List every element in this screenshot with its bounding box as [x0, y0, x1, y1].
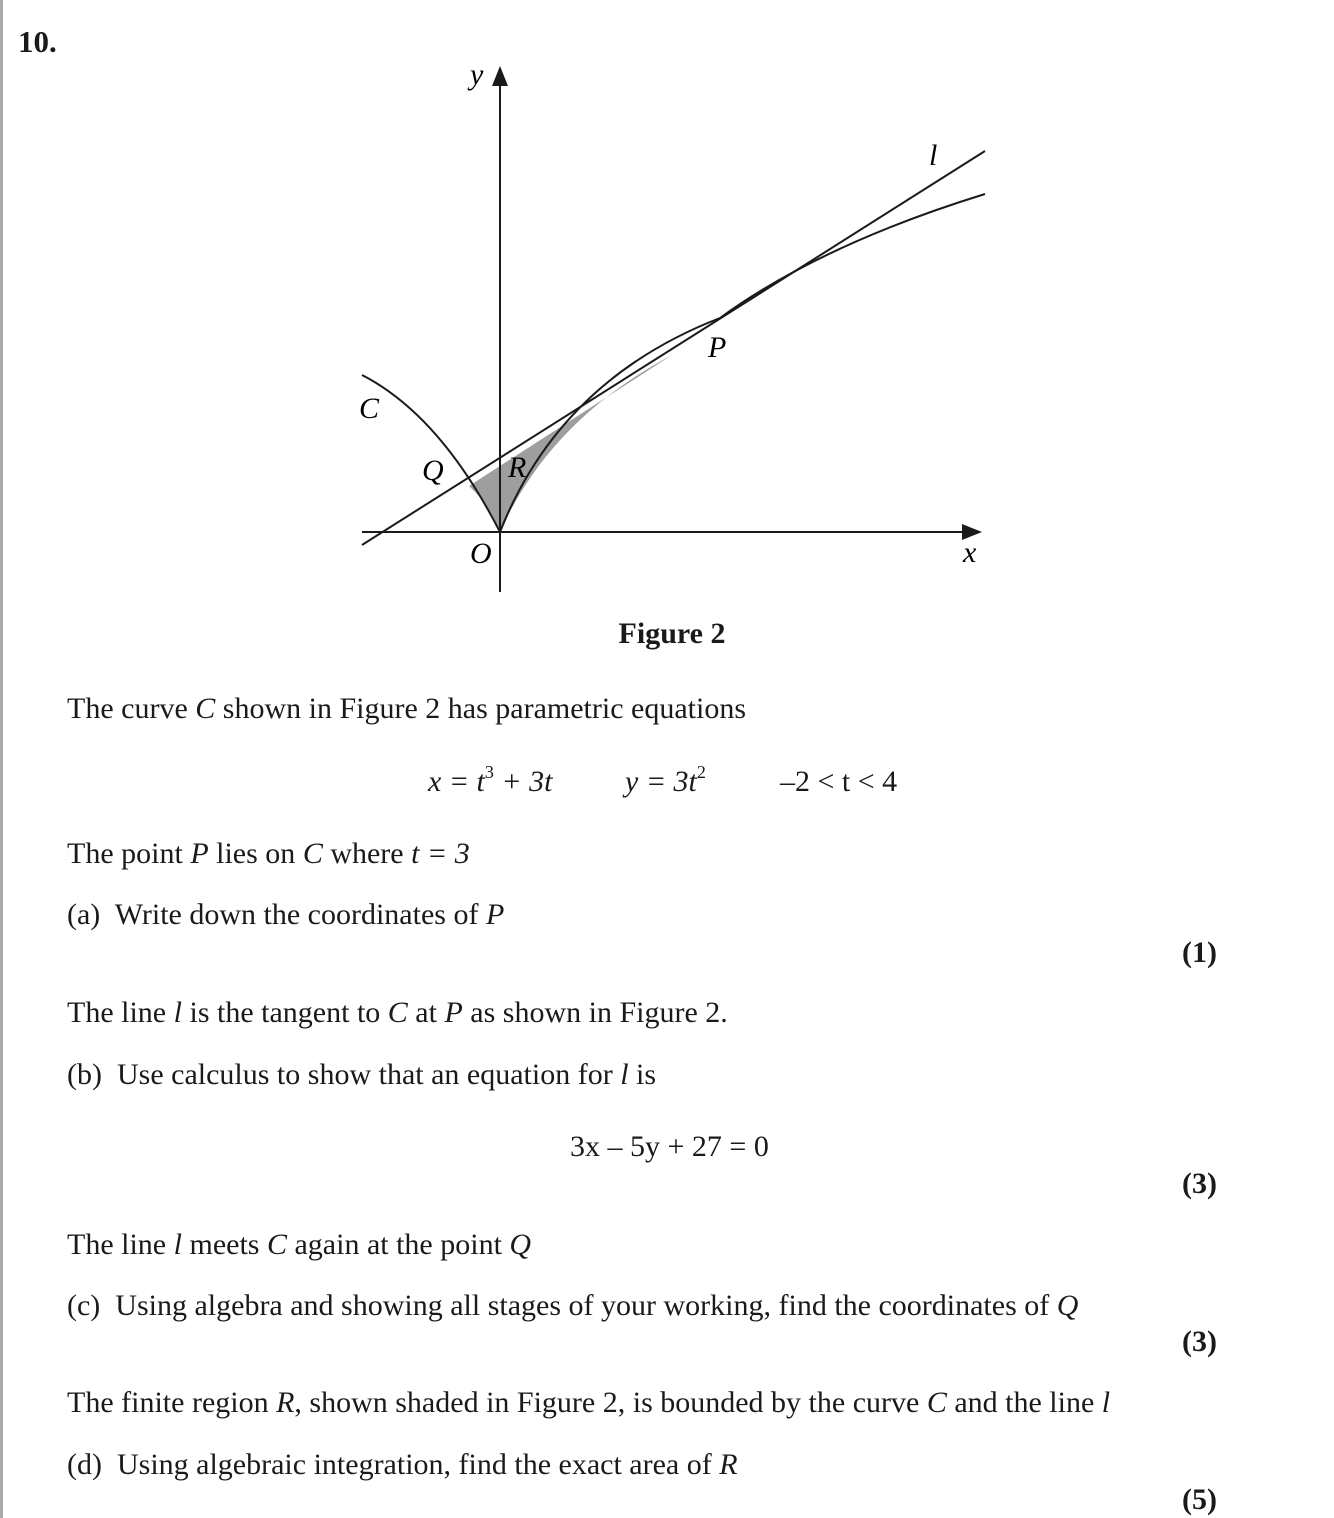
part-d: (d) Using algebraic integration, find the exact area of R [67, 1448, 738, 1481]
figure-caption: Figure 2 [618, 617, 726, 650]
intro-text: The curve C shown in Figure 2 has parametric equations [67, 692, 746, 725]
point-label-p: P [708, 331, 727, 364]
tangent-equation: 3x – 5y + 27 = 0 [570, 1130, 769, 1163]
point-p-text: The point P lies on C where t = 3 [67, 837, 470, 870]
equation-y: $y = 3t^2$ [625, 762, 706, 798]
part-b: (b) Use calculus to show that an equation for l is [67, 1058, 657, 1091]
region-label-r: R [508, 451, 527, 484]
equation-x: $x = t^3 + 3t$ [428, 762, 553, 798]
part-b-marks: (3) [1182, 1167, 1217, 1200]
origin-label: O [470, 537, 492, 570]
y-axis-label: y [470, 58, 484, 91]
curve-label-c: C [359, 392, 380, 425]
part-c-marks: (3) [1182, 1325, 1217, 1358]
x-axis-label: x [963, 536, 977, 569]
y-axis-arrow [492, 66, 508, 86]
part-a-marks: (1) [1182, 936, 1217, 969]
region-text: The finite region R, shown shaded in Figure 2, is bounded by the curve C and the line l [67, 1386, 1111, 1419]
question-number: 10. [18, 24, 57, 59]
curve-c [362, 194, 985, 532]
line-label-l: l [929, 139, 938, 172]
tangent-text: The line l is the tangent to C at P as shown in Figure 2. [67, 996, 728, 1029]
part-c: (c) Using algebra and showing all stages of your working, find the coordinates of Q [67, 1289, 1079, 1322]
point-label-q: Q [422, 454, 444, 487]
part-a: (a) Write down the coordinates of P [67, 898, 505, 931]
parameter-range: –2 < t < 4 [780, 765, 898, 798]
meets-text: The line l meets C again at the point Q [67, 1228, 532, 1261]
tangent-line-l [362, 151, 985, 545]
figure-2 [0, 0, 1334, 660]
part-d-marks: (5) [1182, 1483, 1217, 1516]
